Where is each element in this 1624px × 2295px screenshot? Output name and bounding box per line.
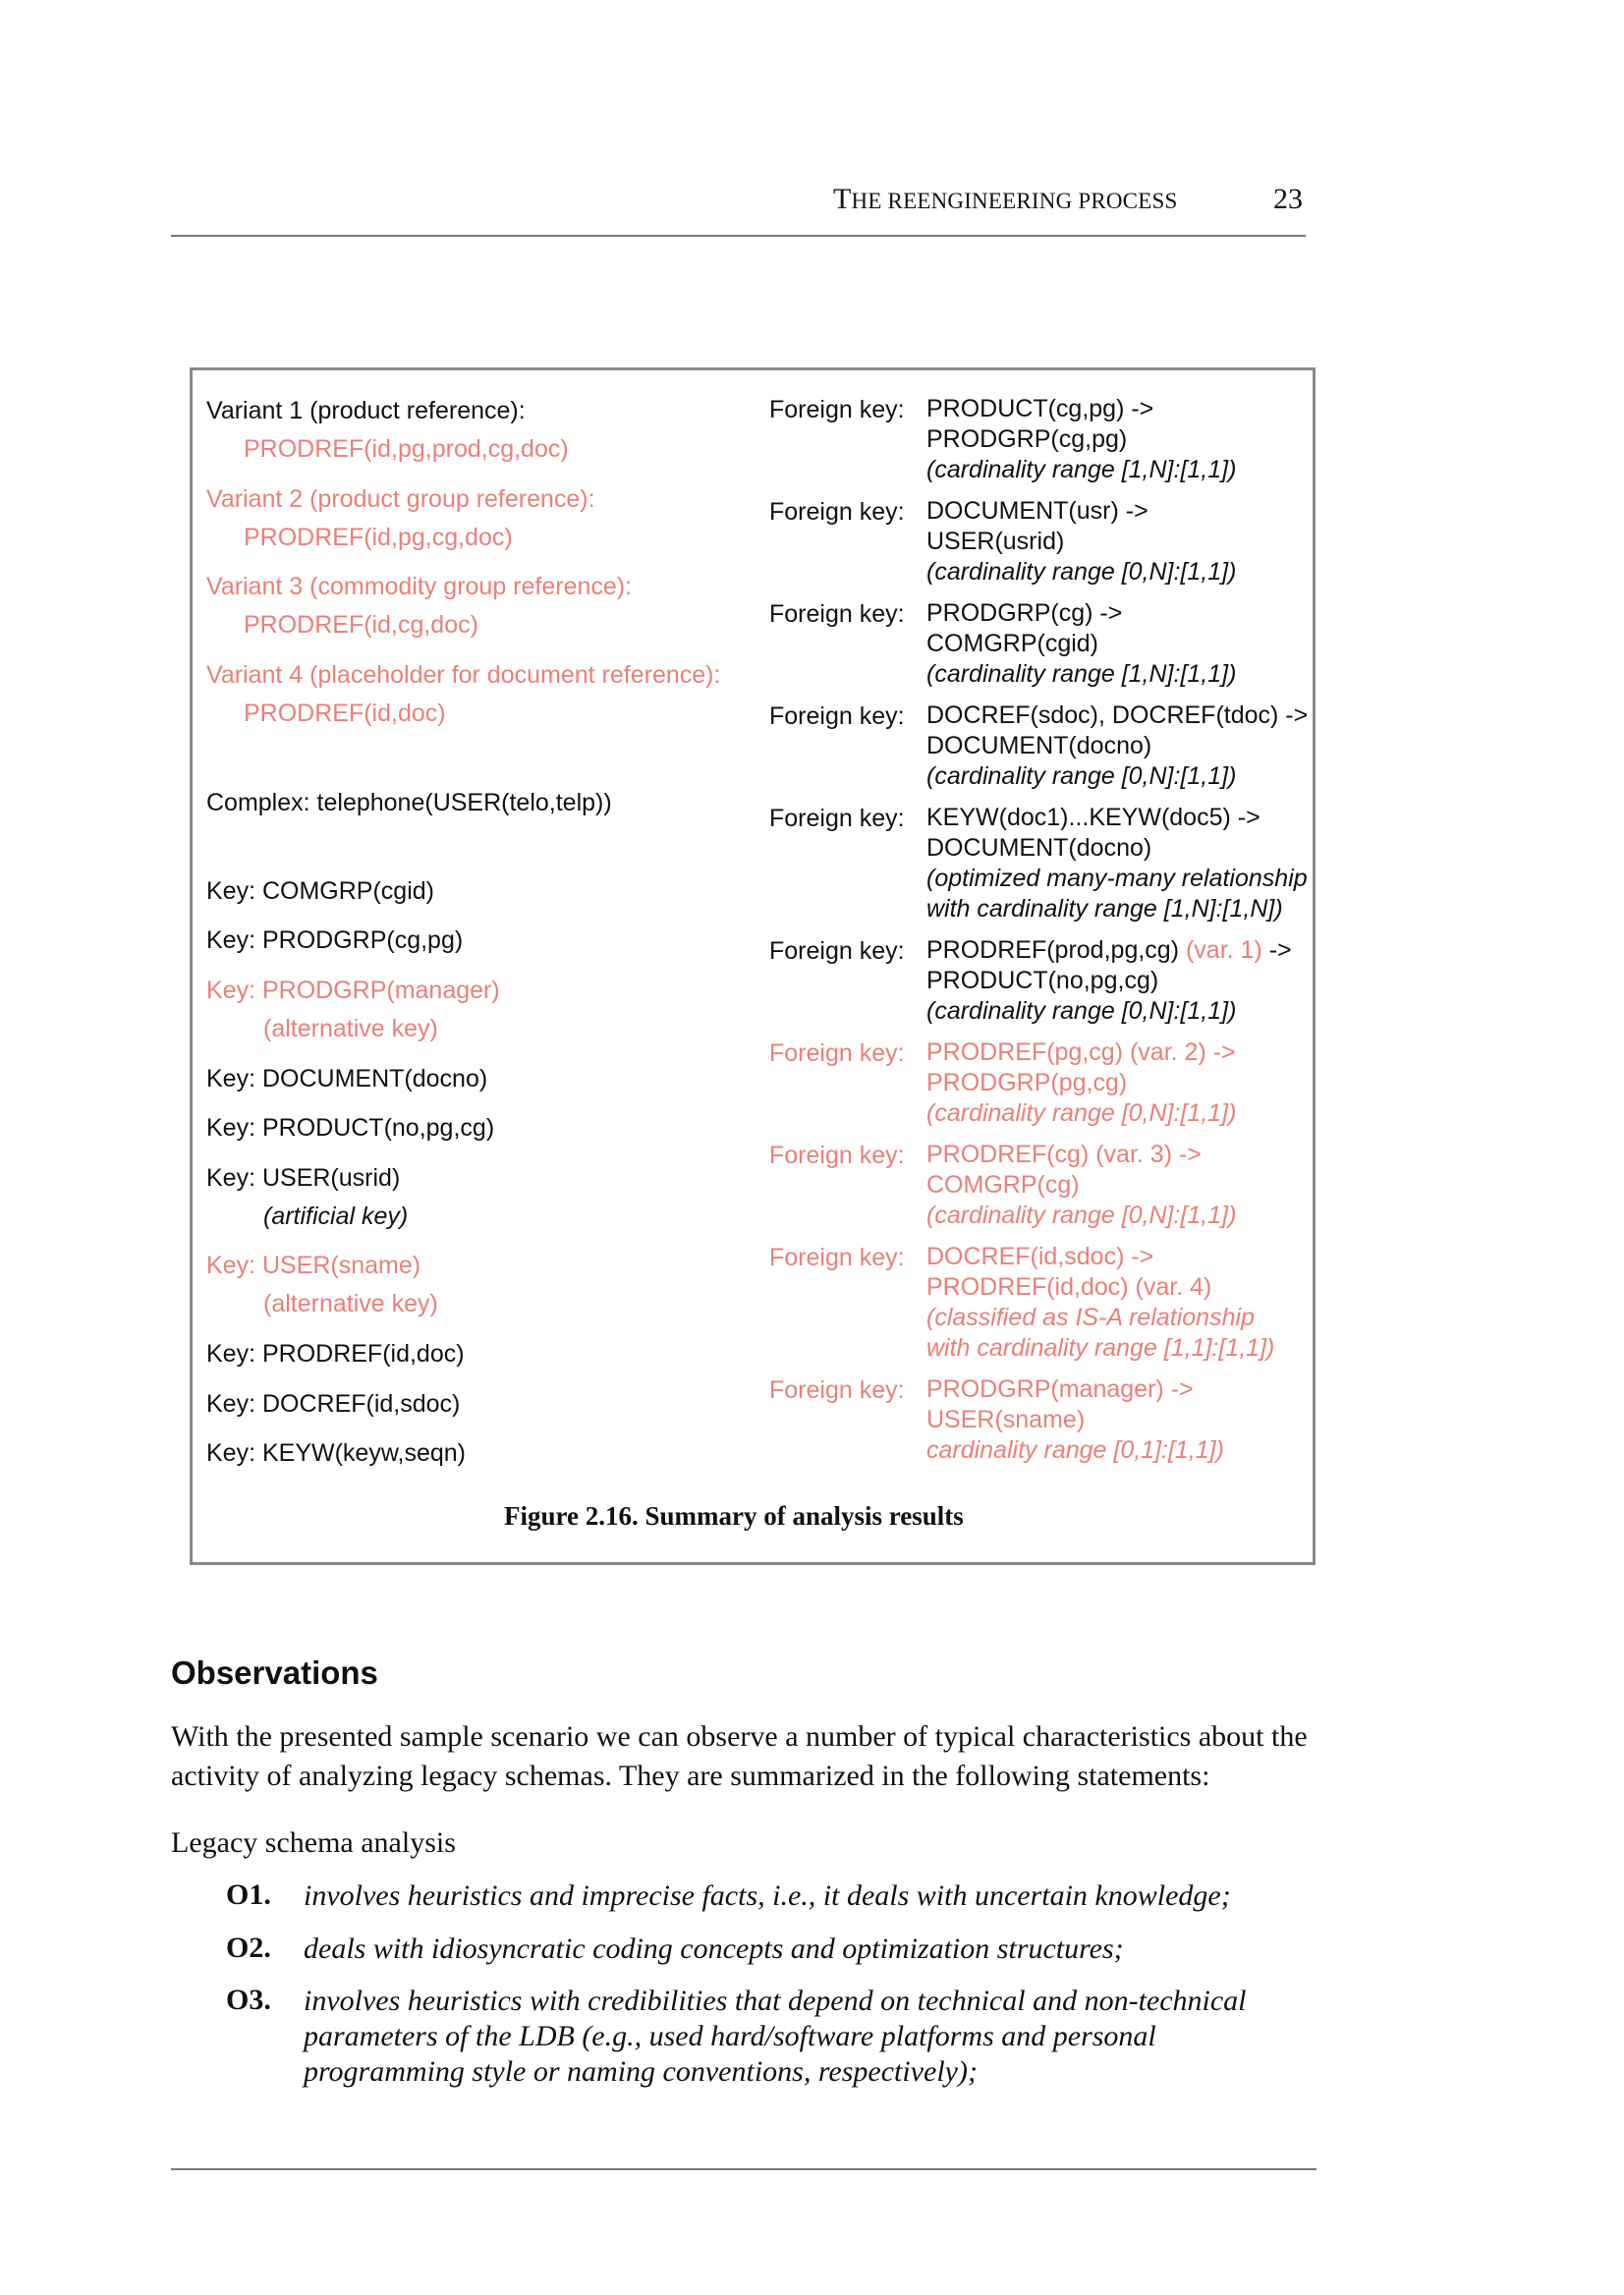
lead-sentence: Legacy schema analysis bbox=[171, 1826, 456, 1859]
foreign-key-label: Foreign key: bbox=[769, 600, 905, 628]
observation-number: O1. bbox=[226, 1878, 271, 1911]
running-header-title: THE REENGINEERING PROCESS bbox=[833, 183, 1178, 215]
foreign-key-label: Foreign key: bbox=[769, 498, 905, 526]
section-heading: Observations bbox=[171, 1654, 378, 1691]
variant-note: (var. 1) bbox=[1179, 936, 1262, 964]
foreign-key-label: Foreign key: bbox=[769, 1039, 905, 1067]
foreign-key-body: PRODREF(cg) (var. 3) -> COMGRP(cg) (cardinality range [0,N]:[1,1]) bbox=[926, 1141, 1237, 1229]
figure-caption: Figure 2.16. Summary of analysis results bbox=[504, 1501, 964, 1531]
foreign-key-label: Foreign key: bbox=[769, 1142, 905, 1169]
foreign-key-body: PRODGRP(manager) -> USER(sname) cardinality range [0,1]:[1,1]) bbox=[926, 1375, 1224, 1464]
foreign-key-body: DOCREF(id,sdoc) -> PRODREF(id,doc) (var. 4) (classified as IS-A relationship with cardinality range [1,1]:[1,1]) bbox=[926, 1243, 1275, 1362]
left-line: Key: COMGRP(cgid) bbox=[206, 877, 434, 905]
left-line: (alternative key) bbox=[263, 1290, 438, 1317]
foreign-key-label: Foreign key: bbox=[769, 805, 905, 832]
left-line: PRODREF(id,pg,prod,cg,doc) bbox=[244, 435, 569, 463]
foreign-key-label: Foreign key: bbox=[769, 1376, 905, 1404]
left-line: (artificial key) bbox=[263, 1203, 409, 1230]
foreign-key-label: Foreign key: bbox=[769, 396, 905, 423]
left-line: (alternative key) bbox=[263, 1015, 438, 1042]
foreign-key-body: PRODREF(prod,pg,cg) (var. 1) -> PRODUCT(no,pg,cg) (cardinality range [0,N]:[1,1]) bbox=[926, 936, 1292, 1025]
left-line: Key: PRODREF(id,doc) bbox=[206, 1340, 465, 1368]
foreign-key-body: DOCUMENT(usr) -> USER(usrid) (cardinality range [0,N]:[1,1]) bbox=[926, 497, 1237, 586]
left-line: PRODREF(id,doc) bbox=[244, 700, 446, 727]
foreign-key-body: PRODREF(pg,cg) (var. 2) -> PRODGRP(pg,cg) (cardinality range [0,N]:[1,1]) bbox=[926, 1038, 1237, 1127]
left-line: Variant 2 (product group reference): bbox=[206, 485, 595, 513]
left-line: Key: USER(usrid) bbox=[206, 1164, 401, 1192]
foreign-key-label: Foreign key: bbox=[769, 702, 905, 730]
foreign-key-body: PRODUCT(cg,pg) -> PRODGRP(cg,pg) (cardinality range [1,N]:[1,1]) bbox=[926, 395, 1237, 483]
left-line: Key: PRODGRP(manager) bbox=[206, 977, 500, 1004]
left-line: Key: PRODGRP(cg,pg) bbox=[206, 926, 464, 954]
foreign-key-label: Foreign key: bbox=[769, 1244, 905, 1271]
left-line: Key: KEYW(keyw,seqn) bbox=[206, 1439, 466, 1467]
left-line: Key: DOCUMENT(docno) bbox=[206, 1065, 488, 1092]
observation-number: O2. bbox=[226, 1931, 271, 1964]
left-line: PRODREF(id,cg,doc) bbox=[244, 611, 478, 639]
foreign-key-body: DOCREF(sdoc), DOCREF(tdoc) -> DOCUMENT(docno) (cardinality range [0,N]:[1,1]) bbox=[926, 701, 1309, 790]
left-line: Variant 4 (placeholder for document reference): bbox=[206, 661, 721, 689]
left-line: Variant 3 (commodity group reference): bbox=[206, 573, 633, 600]
left-line: Key: DOCREF(id,sdoc) bbox=[206, 1390, 461, 1418]
observation-text: involves heuristics and imprecise facts, i.e., it deals with uncertain knowledge; bbox=[304, 1879, 1231, 1912]
page-number: 23 bbox=[1273, 183, 1303, 215]
foreign-key-body: PRODGRP(cg) -> COMGRP(cgid) (cardinality range [1,N]:[1,1]) bbox=[926, 599, 1237, 688]
header-rule bbox=[171, 235, 1306, 237]
foreign-key-body: KEYW(doc1)...KEYW(doc5) -> DOCUMENT(docno) (optimized many-many relationship with cardinality range [1,N]:[1,N]) bbox=[926, 804, 1308, 923]
intro-paragraph: With the presented sample scenario we can observe a number of typical characteristics about the activity of analyzing legacy schemas. They are summarized in the following statements: bbox=[171, 1720, 1308, 1792]
footer-rule bbox=[171, 2168, 1316, 2170]
left-line: Variant 1 (product reference): bbox=[206, 397, 526, 424]
left-line: Complex: telephone(USER(telo,telp)) bbox=[206, 789, 612, 816]
left-line: PRODREF(id,pg,cg,doc) bbox=[244, 524, 513, 551]
observation-text: involves heuristics with credibilities that depend on technical and non-technical parameters of the LDB (e.g., used hard/software platforms and personal programming style or naming conventions, respectively); bbox=[304, 1985, 1247, 2088]
left-line: Key: USER(sname) bbox=[206, 1252, 421, 1279]
foreign-key-label: Foreign key: bbox=[769, 937, 905, 965]
left-line: Key: PRODUCT(no,pg,cg) bbox=[206, 1114, 495, 1142]
observation-number: O3. bbox=[226, 1984, 271, 2016]
observation-text: deals with idiosyncratic coding concepts and optimization structures; bbox=[304, 1932, 1124, 1965]
